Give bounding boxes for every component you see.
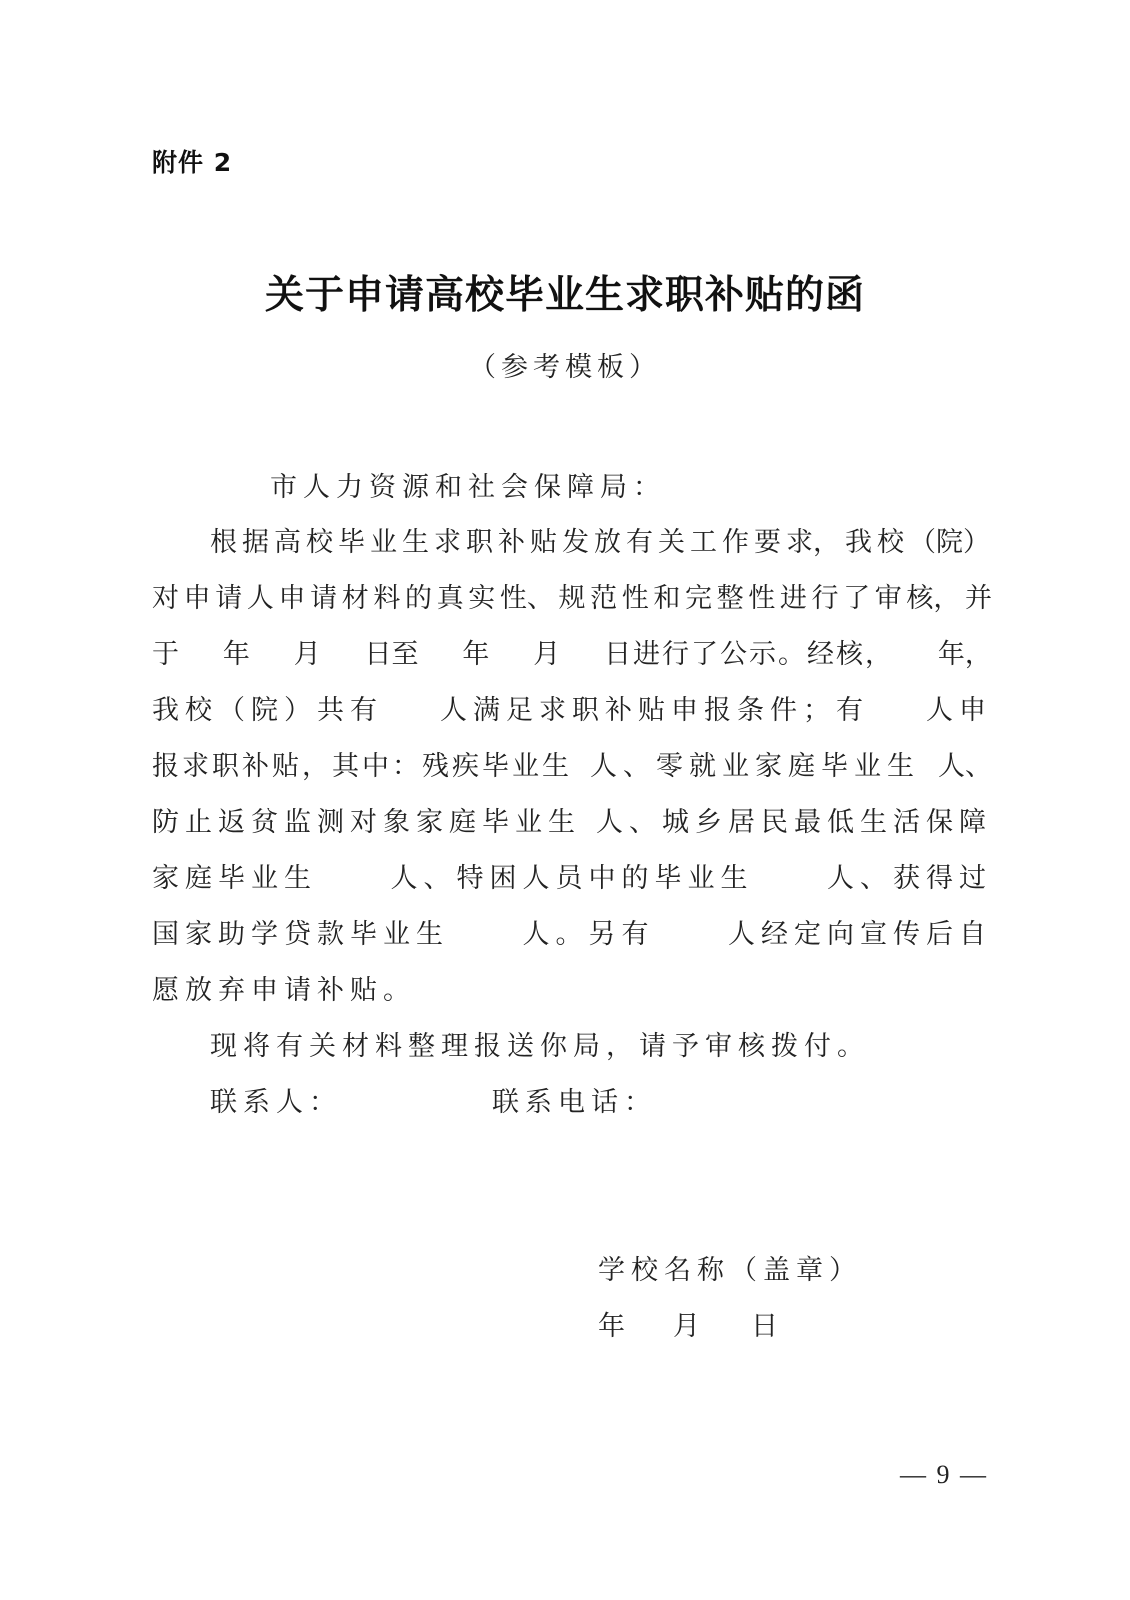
signature-day: 日 — [751, 1311, 784, 1342]
body-line-8: 国家助学贷款毕业生 人。另有 人经定向宣传后自 — [152, 919, 992, 950]
body-line-5: 报求职补贴，其中：残疾毕业生 人、零就业家庭毕业生 人、 — [152, 751, 992, 782]
body-line-3: 于 年 月 日至 年 月 日进行了公示。经核， 年， — [152, 639, 992, 670]
page-number: — 9 — — [900, 1460, 988, 1489]
page-title: 关于申请高校毕业生求职补贴的函 — [264, 273, 865, 318]
body-line-4: 我校（院）共有 人满足求职补贴申报条件；有 人申 — [152, 695, 992, 726]
attachment-label: 附件 2 — [152, 148, 233, 177]
body-line-7: 家庭毕业生 人、特困人员中的毕业生 人、获得过 — [152, 863, 992, 894]
signature-date — [598, 1304, 784, 1343]
signature-month: 月 — [673, 1311, 706, 1342]
submit-paragraph: 现将有关材料整理报送你局，请予审核拨付。 — [210, 1031, 870, 1062]
school-signature: 学校名称（盖章） — [598, 1255, 862, 1286]
signature-year: 年 — [598, 1311, 631, 1342]
body-line-2: 对 申 请 人 申 请 材 料 的 真 实 性、 规 范 性 和 完 整 性 进 行 了 审 核， 并 — [152, 583, 992, 614]
salutation: 市人力资源和社会保障局： — [270, 472, 666, 503]
body-line-6: 防止返贫监测对象家庭毕业生 人、城乡居民最低生活保障 — [152, 807, 992, 838]
contact-person-label: 联系人： — [210, 1087, 342, 1118]
body-line-9: 愿放弃申请补贴。 — [152, 975, 416, 1006]
contact-phone-label: 联系电话： — [492, 1087, 657, 1118]
page-subtitle: （参考模板） — [469, 352, 661, 383]
body-line-1: 根 据 高 校 毕 业 生 求 职 补 贴 发 放 有 关 工 作 要 求， 我 校 （院） — [210, 527, 990, 558]
